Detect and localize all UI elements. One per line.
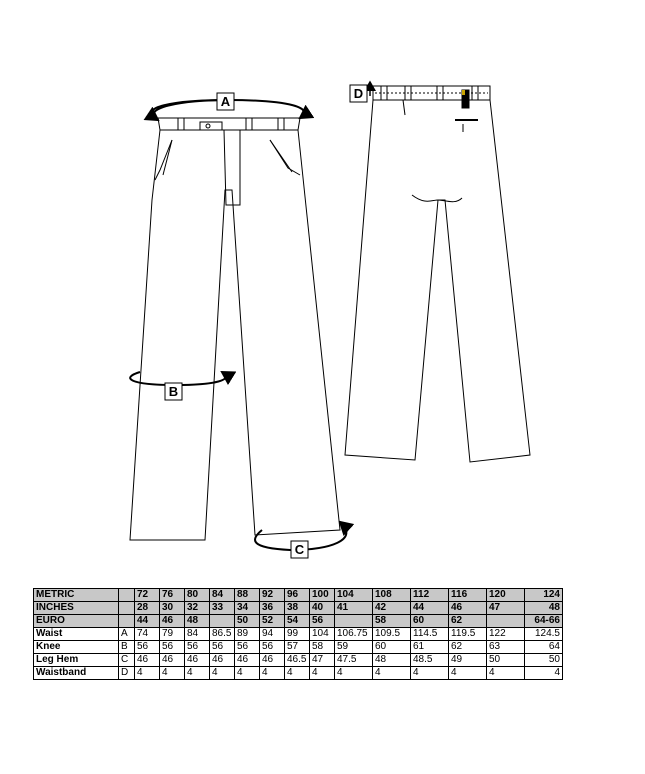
table-cell: 36 (260, 602, 285, 615)
table-cell: 56 (260, 641, 285, 654)
table-cell: 63 (487, 641, 525, 654)
row-code: C (119, 654, 135, 667)
table-cell: 108 (373, 589, 411, 602)
marker-b: B (168, 384, 179, 399)
table-cell: 46 (449, 602, 487, 615)
table-cell: 58 (310, 641, 335, 654)
table-cell: 60 (373, 641, 411, 654)
front-view (130, 118, 340, 540)
table-cell: 64-66 (525, 615, 563, 628)
table-cell: 59 (335, 641, 373, 654)
back-view (345, 86, 530, 462)
table-cell: 84 (210, 589, 235, 602)
table-cell: 48.5 (411, 654, 449, 667)
table-cell: 76 (160, 589, 185, 602)
table-cell: 40 (310, 602, 335, 615)
table-cell: 4 (235, 667, 260, 680)
table-cell: 92 (260, 589, 285, 602)
table-cell: 106.75 (335, 628, 373, 641)
table-cell: 72 (135, 589, 160, 602)
table-cell (487, 615, 525, 628)
table-cell: 34 (235, 602, 260, 615)
back-outline (345, 100, 530, 462)
table-cell: 99 (285, 628, 310, 641)
table-cell: 28 (135, 602, 160, 615)
table-cell: 52 (260, 615, 285, 628)
table-cell: 104 (335, 589, 373, 602)
measure-knee (130, 372, 226, 400)
table-cell: 96 (285, 589, 310, 602)
table-cell: 4 (411, 667, 449, 680)
table-row (34, 602, 563, 615)
table-cell: 124.5 (525, 628, 563, 641)
table-cell: 4 (310, 667, 335, 680)
table-cell: 4 (260, 667, 285, 680)
row-label: Leg Hem (34, 654, 119, 667)
table-cell: 4 (373, 667, 411, 680)
table-cell: 4 (160, 667, 185, 680)
table-cell: 46 (235, 654, 260, 667)
table-cell: 46 (160, 615, 185, 628)
row-label: METRIC (34, 589, 119, 602)
table-cell: 4 (487, 667, 525, 680)
table-cell: 88 (235, 589, 260, 602)
table-cell (335, 615, 373, 628)
row-code (119, 602, 135, 615)
table-cell: 4 (185, 667, 210, 680)
marker-a: A (220, 94, 231, 109)
front-outline (130, 130, 340, 540)
measure-waist (151, 93, 304, 120)
table-cell: 61 (411, 641, 449, 654)
table-cell: 46 (185, 654, 210, 667)
row-code (119, 615, 135, 628)
measure-waistband (350, 82, 370, 102)
table-cell: 48 (185, 615, 210, 628)
table-cell: 112 (411, 589, 449, 602)
table-cell: 4 (210, 667, 235, 680)
table-cell: 100 (310, 589, 335, 602)
table-cell: 48 (373, 654, 411, 667)
table-row (34, 589, 563, 602)
table-cell: 4 (285, 667, 310, 680)
table-cell: 49 (449, 654, 487, 667)
table-cell: 94 (260, 628, 285, 641)
front-button-tab (200, 122, 222, 130)
table-cell: 46 (260, 654, 285, 667)
table-cell: 109.5 (373, 628, 411, 641)
table-row (34, 628, 563, 641)
table-cell: 4 (135, 667, 160, 680)
table-cell: 54 (285, 615, 310, 628)
table-cell: 46.5 (285, 654, 310, 667)
measure-hem (255, 522, 346, 558)
table-cell: 4 (525, 667, 563, 680)
table-cell: 119.5 (449, 628, 487, 641)
table-cell: 80 (185, 589, 210, 602)
table-cell: 62 (449, 615, 487, 628)
row-label: Waistband (34, 667, 119, 680)
table-row (34, 654, 563, 667)
table-cell: 104 (310, 628, 335, 641)
table-cell: 47 (310, 654, 335, 667)
marker-c: C (294, 542, 305, 557)
table-cell: 44 (411, 602, 449, 615)
table-cell: 84 (185, 628, 210, 641)
table-cell: 86.5 (210, 628, 235, 641)
table-cell: 4 (335, 667, 373, 680)
table-cell: 32 (185, 602, 210, 615)
table-cell: 56 (185, 641, 210, 654)
table-cell: 56 (310, 615, 335, 628)
table-cell: 46 (135, 654, 160, 667)
table-cell: 56 (135, 641, 160, 654)
table-cell: 46 (210, 654, 235, 667)
table-cell: 74 (135, 628, 160, 641)
table-cell: 47 (487, 602, 525, 615)
table-cell: 48 (525, 602, 563, 615)
table-cell: 33 (210, 602, 235, 615)
table-cell: 79 (160, 628, 185, 641)
table-cell: 58 (373, 615, 411, 628)
table-row (34, 615, 563, 628)
table-cell: 30 (160, 602, 185, 615)
table-cell: 4 (449, 667, 487, 680)
table-cell: 47.5 (335, 654, 373, 667)
table-cell: 89 (235, 628, 260, 641)
row-label: INCHES (34, 602, 119, 615)
table-cell: 64 (525, 641, 563, 654)
table-cell (210, 615, 235, 628)
table-cell: 114.5 (411, 628, 449, 641)
table-cell: 57 (285, 641, 310, 654)
marker-d: D (353, 86, 364, 101)
table-cell: 56 (160, 641, 185, 654)
row-label: Knee (34, 641, 119, 654)
table-cell: 41 (335, 602, 373, 615)
table-cell: 120 (487, 589, 525, 602)
row-code: D (119, 667, 135, 680)
table-cell: 122 (487, 628, 525, 641)
table-row (34, 667, 563, 680)
table-cell: 56 (235, 641, 260, 654)
table-cell: 56 (210, 641, 235, 654)
table-cell: 62 (449, 641, 487, 654)
row-label: EURO (34, 615, 119, 628)
table-cell: 50 (235, 615, 260, 628)
row-code: B (119, 641, 135, 654)
table-cell: 50 (525, 654, 563, 667)
table-cell: 116 (449, 589, 487, 602)
table-cell: 50 (487, 654, 525, 667)
table-row (34, 641, 563, 654)
table-cell: 44 (135, 615, 160, 628)
row-code: A (119, 628, 135, 641)
table-cell: 46 (160, 654, 185, 667)
front-waistband (158, 118, 300, 130)
row-label: Waist (34, 628, 119, 641)
table-cell: 60 (411, 615, 449, 628)
table-cell: 124 (525, 589, 563, 602)
row-code (119, 589, 135, 602)
size-chart-table (33, 588, 563, 680)
table-cell: 38 (285, 602, 310, 615)
table-cell: 42 (373, 602, 411, 615)
